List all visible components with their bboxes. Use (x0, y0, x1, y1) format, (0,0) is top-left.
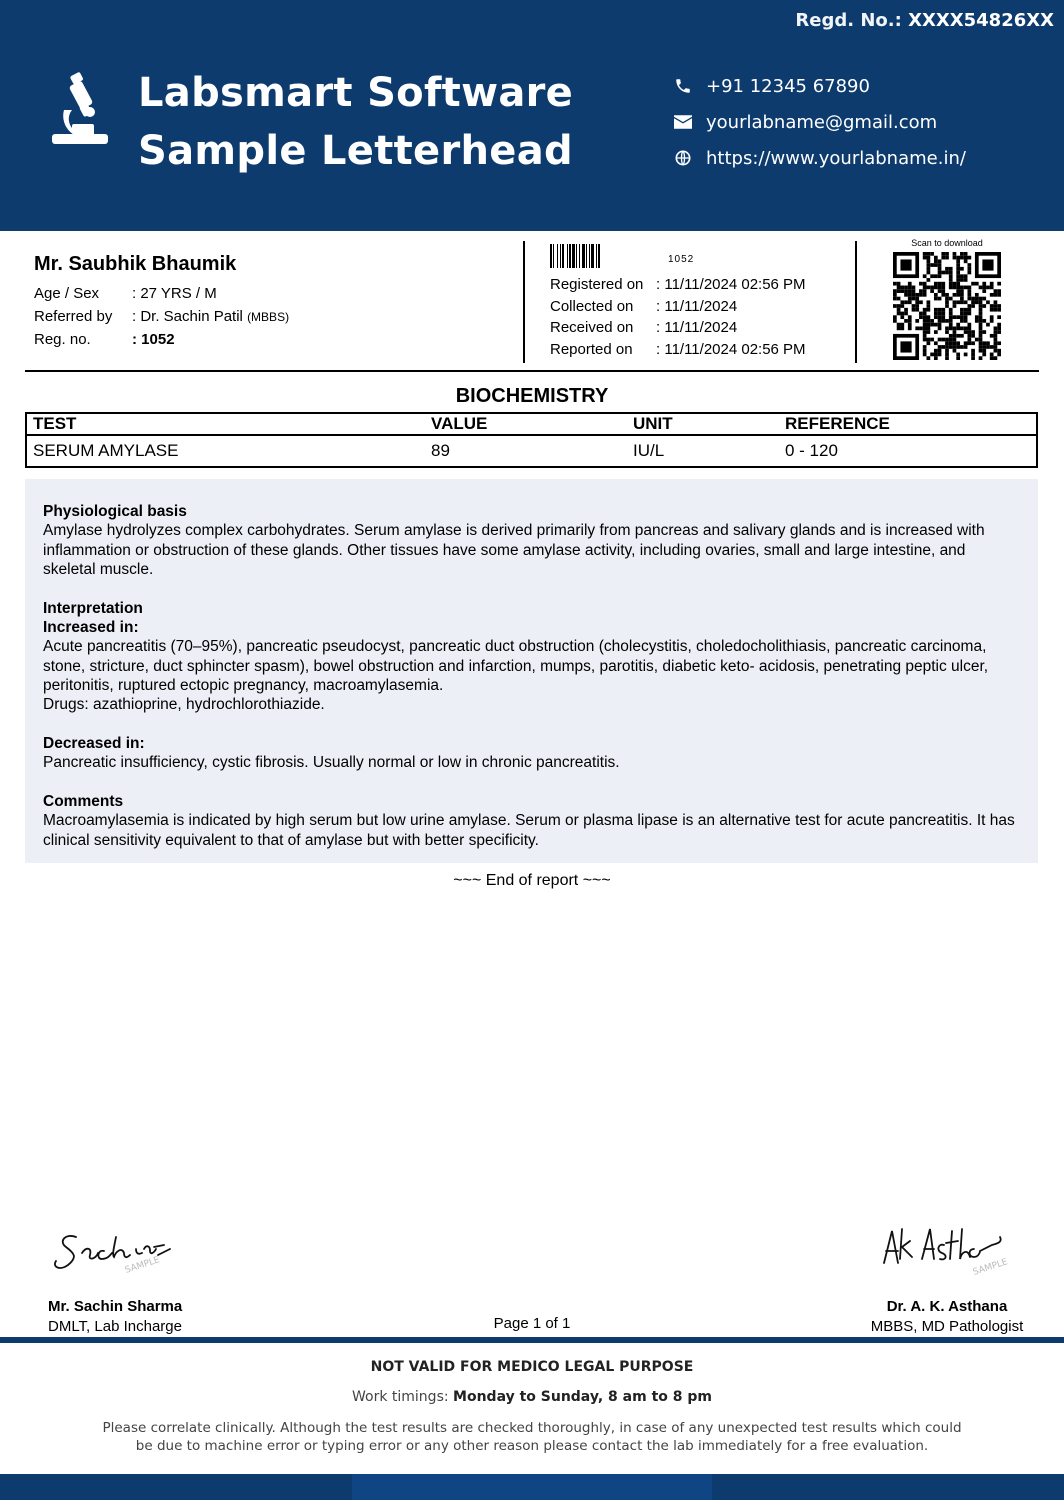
sample-dates (550, 244, 806, 360)
column-header-value: VALUE (431, 414, 488, 433)
referred-by-value (132, 308, 289, 325)
collected-row (550, 296, 806, 318)
registered-label: Registered on (550, 276, 644, 294)
sample-stamp: SAMPLE (123, 1255, 162, 1276)
department-title: BIOCHEMISTRY (455, 385, 609, 407)
decreased-in-text: Pancreatic insufficiency, cystic fibrosis. Usually normal or low in chronic pancreatitis. (43, 754, 620, 772)
patient-name: Mr. Saubhik Bhaumik (34, 253, 237, 275)
column-header-reference: REFERENCE (785, 414, 890, 433)
registered-value: : 11/11/2024 02:56 PM (656, 276, 806, 294)
brand-line-2: Sample Letterhead (138, 128, 573, 174)
increased-in-title: Increased in: (43, 618, 139, 636)
test-reference: 0 - 120 (785, 441, 838, 460)
barcode-number: 1052 (668, 254, 695, 265)
interpretation-title: Interpretation (43, 599, 143, 617)
work-timings (0, 1389, 1064, 1405)
received-row (550, 317, 806, 339)
work-timings-value: Monday to Sunday, 8 am to 8 pm (453, 1389, 712, 1405)
microscope-icon (50, 72, 110, 150)
qr-caption: Scan to download (911, 238, 983, 248)
medico-legal-disclaimer: NOT VALID FOR MEDICO LEGAL PURPOSE (370, 1359, 694, 1375)
results-table (25, 412, 1038, 468)
increased-in-text: Acute pancreatitis (70–95%), pancreatic pseudocyst, pancreatic duct obstruction (cholecystitis, choledocholithiasis, pancreatic carcinoma, stone, stricture, duct sphincter spasm), bowel obstruction and infarction, mumps, parotitis, diabetic keto- acidosis, penetrating peptic ulcer, peritonitis, ruptured ectopic pregnancy, macroamylasemia. (43, 638, 989, 694)
lab-incharge-role: DMLT, Lab Incharge (48, 1318, 182, 1335)
mail-icon (672, 111, 694, 133)
table-row (27, 436, 1036, 466)
work-timings-label: Work timings: (352, 1389, 449, 1405)
contact-phone-row (672, 68, 966, 104)
decreased-in-title: Decreased in: (43, 734, 145, 752)
pathologist-role: MBBS, MD Pathologist (870, 1318, 1024, 1335)
reg-no-value: : 1052 (132, 331, 175, 348)
reported-row (550, 339, 806, 361)
age-sex-label: Age / Sex (34, 285, 100, 302)
barcode-block (550, 244, 806, 274)
registration-number (795, 10, 1054, 31)
reported-label: Reported on (550, 340, 633, 358)
phone-icon (672, 75, 694, 97)
referred-by-label: Referred by (34, 308, 113, 325)
sample-stamp: SAMPLE (971, 1257, 1010, 1278)
comments-text: Macroamylasemia is indicated by high serum but low urine amylase. Serum or plasma lipase is an alternative test for acute pancreatitis. It has clinical sensitivity equivalent to that of amylase but with better specificity. (43, 812, 1015, 849)
comments-title: Comments (43, 793, 124, 811)
table-header (27, 414, 1036, 436)
barcode (550, 244, 660, 268)
end-of-report: ~~~ End of report ~~~ (453, 872, 611, 889)
globe-icon (672, 147, 694, 169)
registered-row (550, 274, 806, 296)
footer-bar (0, 1474, 1064, 1500)
drugs-text: Drugs: azathioprine, hydrochlorothiazide. (43, 696, 325, 714)
phone-number[interactable]: +91 12345 67890 (706, 75, 870, 97)
referring-doctor-qualification: (MBBS) (247, 310, 290, 324)
lab-incharge-name: Mr. Sachin Sharma (48, 1298, 183, 1315)
collected-value: : 11/11/2024 (656, 297, 738, 315)
collected-label: Collected on (550, 297, 634, 315)
test-unit: IU/L (633, 441, 665, 460)
physiological-basis-text: Amylase hydrolyzes complex carbohydrates. Serum amylase is derived primarily from pancreas and salivary glands and is increased with inflammation or obstruction of these glands. Other tissues have some amylase activity, including ovaries, small and large intestine, and skeletal muscle. (43, 522, 985, 578)
brand-line-1: Labsmart Software (138, 70, 574, 116)
lab-brand-name (138, 64, 573, 180)
age-sex-value: : 27 YRS / M (132, 285, 217, 302)
patient-info (34, 253, 514, 351)
footer-bar-accent (352, 1474, 712, 1500)
reg-no-label: Reg. no. (34, 331, 91, 348)
signature-image (48, 1215, 188, 1285)
letterhead-header (0, 0, 1064, 231)
qr-code[interactable] (893, 252, 1001, 360)
divider (523, 241, 525, 363)
contact-info (672, 68, 966, 176)
physiological-basis-title: Physiological basis (43, 503, 187, 520)
website-url[interactable]: https://www.yourlabname.in/ (706, 147, 966, 169)
reported-value: : 11/11/2024 02:56 PM (656, 340, 806, 358)
qr-block (892, 238, 1002, 365)
regd-label: Regd. No.: (795, 10, 902, 31)
regd-value: XXXX54826XX (908, 10, 1054, 31)
referring-doctor: : Dr. Sachin Patil (132, 308, 243, 325)
pathologist-name: Dr. A. K. Asthana (886, 1298, 1008, 1315)
correlation-note: Please correlate clinically. Although the test results are checked thoroughly, in case of any unexpected test results which could be due to machine error or typing error or any other reason please contact the lab immediately for a free evaluation. (102, 1420, 962, 1454)
test-value: 89 (431, 441, 450, 460)
column-header-test: TEST (33, 414, 77, 433)
test-name: SERUM AMYLASE (33, 441, 179, 460)
signature-image (862, 1215, 1032, 1285)
contact-website-row (672, 140, 966, 176)
interpretation-notes (25, 479, 1038, 863)
received-label: Received on (550, 319, 634, 337)
age-sex-row (34, 282, 514, 305)
received-value: : 11/11/2024 (656, 319, 738, 337)
reg-no-row (34, 328, 514, 351)
divider (855, 241, 857, 363)
page-number: Page 1 of 1 (493, 1315, 571, 1332)
letterhead-footer (0, 1343, 1064, 1455)
divider (25, 370, 1039, 372)
column-header-unit: UNIT (633, 414, 673, 433)
contact-email-row (672, 104, 966, 140)
referred-by-row (34, 305, 514, 328)
email-address[interactable]: yourlabname@gmail.com (706, 111, 938, 133)
